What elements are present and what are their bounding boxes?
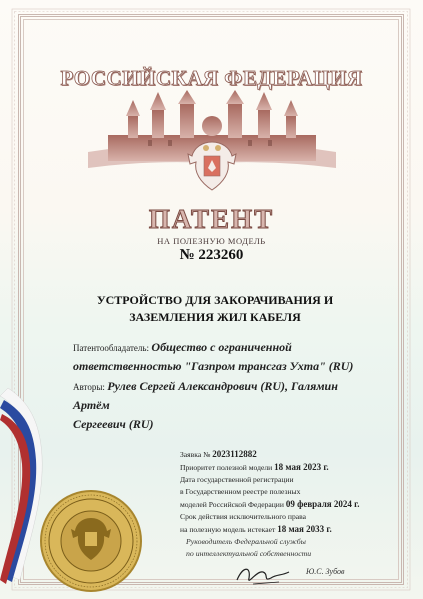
application-number: 2023112882 [212,449,257,459]
registration-date: 09 февраля 2024 г. [285,499,360,509]
patent-holder-value-1: Общество с ограниченной [151,340,292,354]
registration-line-1: Дата государственной регистрации [180,475,294,484]
handwritten-signature [233,562,293,588]
signatory-title-line-1: Руководитель Федеральной службы [186,537,306,546]
registration-details [180,448,390,536]
authors-value-2: Сергеевич (RU) [73,417,154,431]
official-seal-icon [36,486,146,596]
kremlin-emblem-illustration [88,90,336,205]
registration-line-3 [180,498,390,511]
registration-label: моделей Российской Федерации [180,500,284,509]
expiry-label: на полезную модель истекает [180,525,276,534]
expiry-line-1: Срок действия исключительного права [180,512,306,521]
registration-line-2: в Государственном реестре полезных [180,487,301,496]
priority-line [180,461,390,474]
patent-holder-value-2: ответственностью "Газпром трансгаз Ухта" (RU) [73,359,354,373]
expiry-line-2 [180,523,390,536]
patent-subtitle: НА ПОЛЕЗНУЮ МОДЕЛЬ [157,236,266,246]
authors [73,378,373,435]
signatory-title-line-2: по интеллектуальной собственности [186,549,312,558]
signatory-name: Ю.С. Зубов [306,567,345,576]
invention-title [60,292,370,326]
application-label: Заявка № [180,450,211,459]
invention-title-line-2: ЗАЗЕМЛЕНИЯ ЖИЛ КАБЕЛЯ [129,310,301,324]
signatory-title [186,536,386,560]
patent-holder-label: Патентообладатель: [73,343,150,353]
priority-date: 18 мая 2023 г. [274,462,329,472]
priority-label: Приоритет полезной модели [180,463,273,472]
country-title: РОССИЙСКАЯ ФЕДЕРАЦИЯ [60,66,363,90]
authors-label: Авторы: [73,382,105,392]
expiry-date: 18 мая 2033 г. [277,524,332,534]
application-line [180,448,390,461]
authors-value-1: Рулев Сергей Александрович (RU), Галямин Артём [73,379,338,412]
invention-title-line-1: УСТРОЙСТВО ДЛЯ ЗАКОРАЧИВАНИЯ И [96,293,334,307]
patent-heading: ПАТЕНТ [148,204,275,234]
patent-number: № 223260 [179,247,244,263]
patent-holder [73,339,373,377]
